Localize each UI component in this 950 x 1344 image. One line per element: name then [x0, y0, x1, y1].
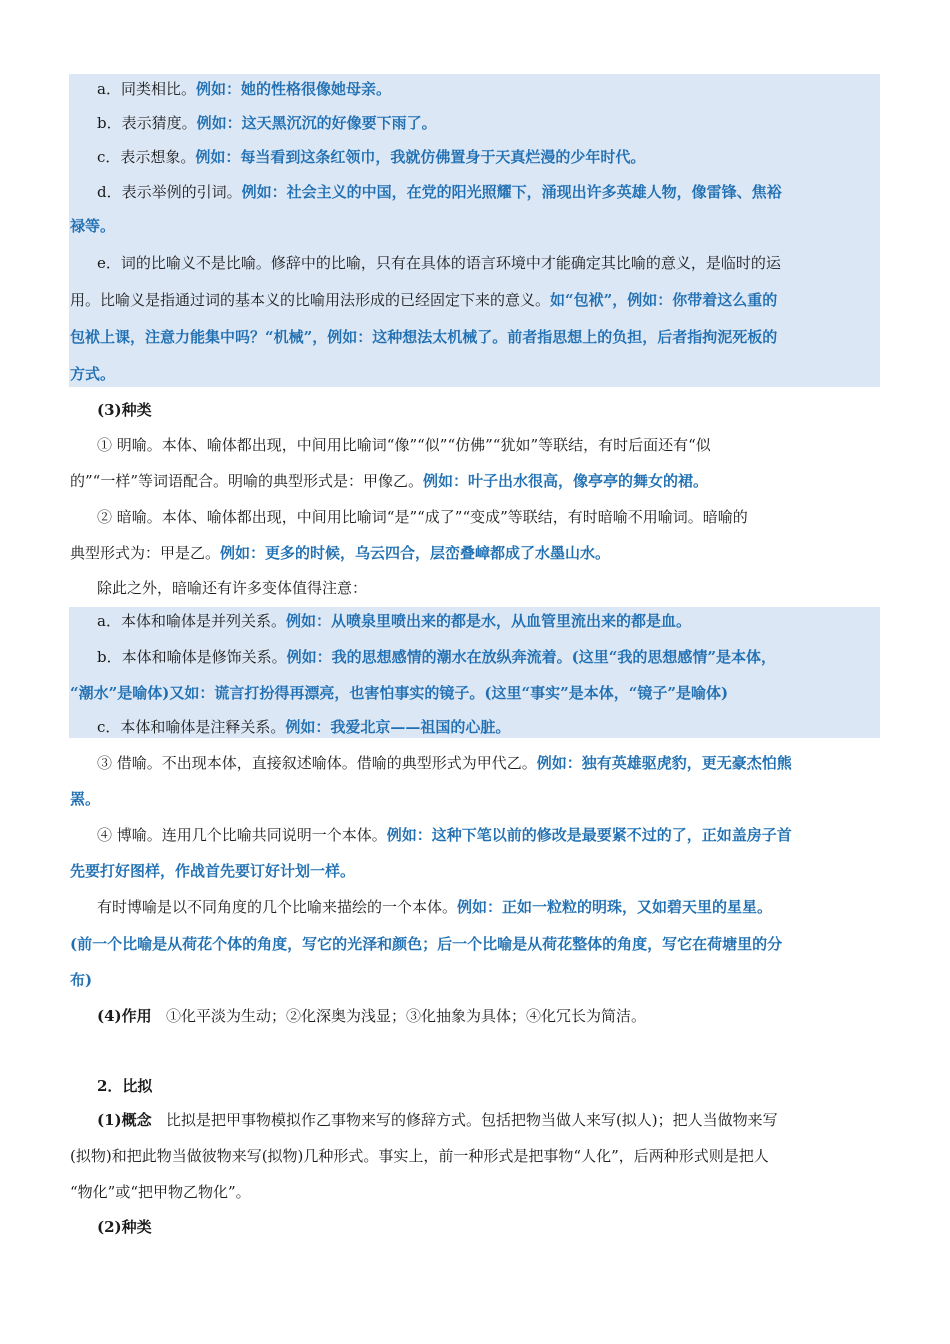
box2-line: b．本体和喻体是修饰关系。例如：我的思想感情的潮水在放纵奔流着。(这里“我的思想感情”是本体，: [97, 648, 776, 666]
concept-label: (1)概念: [97, 1111, 152, 1129]
paragraph-line: “物化”或“把甲物乙物化”。: [70, 1183, 251, 1201]
section-function: [97, 1005, 646, 1027]
box1-line: 禄等。: [70, 217, 116, 235]
paragraph-line: (拟物)和把此物当做彼物来写(拟物)几种形式。事实上，前一种形式是把事物“人化”，后两种形式则是把人: [70, 1147, 769, 1165]
paragraph-line: 除此之外，暗喻还有许多变体值得注意：: [97, 579, 368, 597]
box1-line: c．表示想象。例如：每当看到这条红领巾，我就仿佛置身于天真烂漫的少年时代。: [97, 148, 646, 166]
box1-line: a．同类相比。例如：她的性格很像她母亲。: [97, 80, 391, 98]
box1-line: 方式。: [70, 365, 116, 383]
box1-line: 包袱上课，注意力能集中吗？“机械”，例如：这种想法太机械了。前者指思想上的负担，后者指拘泥死板的: [70, 328, 778, 346]
box1-line: e．词的比喻义不是比喻。修辞中的比喻，只有在具体的语言环境中才能确定其比喻的意义，是临时的运: [97, 254, 781, 272]
paragraph-line: 布): [70, 971, 93, 989]
paragraph-line: ① 明喻。本体、喻体都出现，中间用比喻词“像”“似”“仿佛”“犹如”等联结，有时后面还有“似: [97, 436, 711, 454]
section-heading-function: (4)作用: [97, 1007, 152, 1025]
paragraph-line: ④ 博喻。连用几个比喻共同说明一个本体。例如：这种下笔以前的修改是最要紧不过的了，正如盖房子首: [97, 826, 792, 844]
paragraph-line: (前一个比喻是从荷花个体的角度，写它的光泽和颜色；后一个比喻是从荷花整体的角度，写它在荷塘里的分: [70, 935, 783, 953]
paragraph-line: (1)概念 比拟是把甲事物模拟作乙事物来写的修辞方式。包括把物当做人来写(拟人)；把人当做物来写: [97, 1111, 778, 1129]
paragraph-line: ③ 借喻。不出现本体，直接叙述喻体。借喻的典型形式为甲代乙。例如：独有英雄驱虎豹，更无豪杰怕熊: [97, 754, 792, 772]
box2-line: c．本体和喻体是注释关系。例如：我爱北京——祖国的心脏。: [97, 718, 511, 736]
box1-line: 用。比喻义是指通过词的基本义的比喻用法形成的已经固定下来的意义。如“包袱”，例如：你带着这么重的: [70, 291, 778, 309]
box1-line: d．表示举例的引词。例如：社会主义的中国，在党的阳光照耀下，涌现出许多英雄人物，像雷锋、焦裕: [97, 183, 782, 201]
box1-line: b．表示猜度。例如：这天黑沉沉的好像要下雨了。: [97, 114, 437, 132]
paragraph-line: 典型形式为：甲是乙。例如：更多的时候，乌云四合，层峦叠嶂都成了水墨山水。: [70, 544, 611, 562]
paragraph-line: 有时博喻是以不同角度的几个比喻来描绘的一个本体。例如：正如一粒粒的明珠，又如碧天里的星星。: [97, 898, 773, 916]
paragraph-line: ② 暗喻。本体、喻体都出现，中间用比喻词“是”“成了”“变成”等联结，有时暗喻不用喻词。暗喻的: [97, 508, 748, 526]
box2-line: “潮水”是喻体)又如：谎言打扮得再漂亮，也害怕事实的镜子。(这里“事实”是本体，“镜子”是喻体): [70, 684, 729, 702]
paragraph-line: 的”“一样”等词语配合。明喻的典型形式是：甲像乙。例如：叶子出水很高，像亭亭的舞女的裙。: [70, 472, 709, 490]
paragraph-line: 先要打好图样，作战首先要订好计划一样。: [70, 862, 356, 880]
function-text: ①化平淡为生动；②化深奥为浅显；③化抽象为具体；④化冗长为简洁。: [165, 1007, 646, 1025]
paragraph-line: 罴。: [70, 790, 101, 808]
box2-line: a．本体和喻体是并列关系。例如：从喷泉里喷出来的都是水，从血管里流出来的都是血。: [97, 612, 691, 630]
section-heading-personification-kinds: (2)种类: [97, 1218, 152, 1236]
section-heading-personification: 2．比拟: [97, 1077, 153, 1095]
section-heading-kinds: (3)种类: [97, 401, 152, 419]
